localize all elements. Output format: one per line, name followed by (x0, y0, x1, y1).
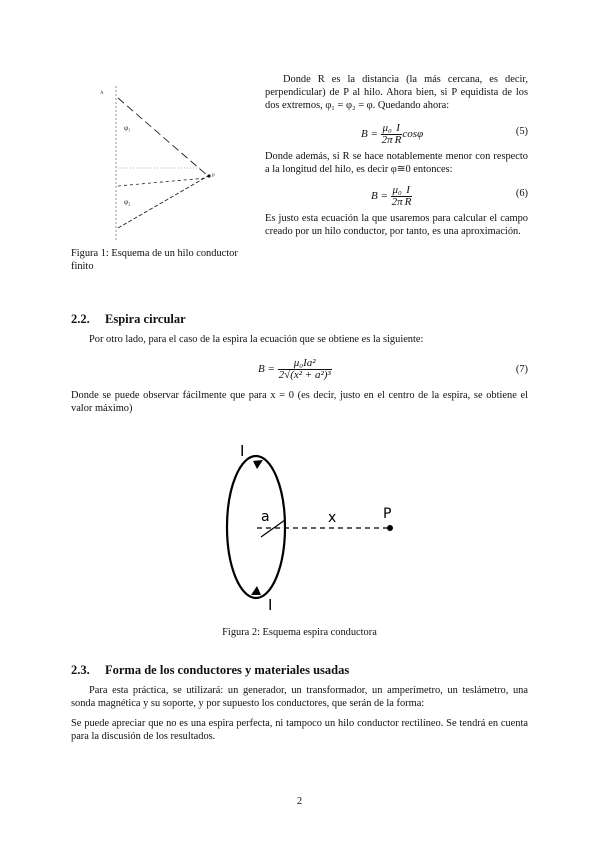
fig2-label-point: P (383, 506, 392, 522)
section-2-3-heading (71, 663, 349, 678)
eq7-lhs: B = (258, 363, 275, 376)
eq5-num1: μ₀ (382, 122, 392, 134)
section-2-3-paragraph-2: Se puede apreciar que no es una espira perfecta, ni tampoco un hilo conductor rectilíneo. Se tendrá en cuenta para la discusión de los resultados. (71, 718, 528, 742)
equation-7 (71, 355, 528, 385)
section-2-3-paragraph-1: Para esta práctica, se utilizará: un generador, un transformador, un amperímetro, un teslámetro, una sonda magnética y su soporte, y por supuesto los conductores, que serán de la forma: (71, 685, 528, 709)
section-2-2-title: Espira circular (105, 312, 186, 326)
line-to-bottom (118, 176, 208, 228)
eq6-num1: μ₀ (392, 184, 402, 196)
equation-6 (265, 182, 528, 206)
right-column-paragraph-1: Donde R es la distancia (la más cercana, es decir, perpendicular) de P al hilo. Ahora bien, si P equidista de los dos extremos, φ₁ = φ₂ = φ. Quedando ahora: (265, 74, 528, 111)
eq6-den1: 2π (391, 196, 403, 208)
figure-2-diagram (215, 438, 415, 616)
section-2-2-paragraph-1: Por otro lado, para el caso de la espira la ecuación que se obtiene es la siguiente: (89, 334, 424, 345)
fig2-label-radius: a (261, 509, 270, 525)
fig2-label-distance: x (328, 510, 337, 526)
figure-1-diagram (90, 78, 230, 248)
section-2-3-number: 2.3. (71, 663, 90, 677)
current-arrow-top-icon (253, 460, 263, 469)
eq6-lhs: B = (371, 190, 388, 203)
right-column-paragraph-2: Donde además, si R se hace notablemente menor con respecto a la longitud del hilo, es decir φ≅0 entonces: (265, 151, 528, 175)
equation-5 (265, 120, 528, 144)
eq5-den1: 2π (381, 134, 393, 146)
section-2-2-paragraph-2: Donde se puede observar fácilmente que para x = 0 (es decir, justo en el centro de la espira, se obtiene el valor máximo) (71, 390, 528, 414)
page-number: 2 (296, 796, 303, 807)
eq7-num: μ₀Ia² (278, 358, 332, 370)
current-arrow-bottom-icon (251, 586, 261, 595)
right-column-paragraph-3: Es justo esta ecuación la que usaremos para calcular el campo creado por un hilo conductor, por tanto, es una aproximación. (265, 213, 528, 237)
eq5-den2: R (394, 134, 402, 146)
figure-2-caption: Figura 2: Esquema espira conductora (222, 627, 377, 638)
section-2-3-title: Forma de los conductores y materiales usadas (105, 663, 350, 677)
point-p-marker (207, 174, 210, 177)
eq6-den2: R (404, 196, 412, 208)
eq7-number: (7) (515, 364, 528, 375)
section-2-2-heading (71, 312, 186, 327)
section-2-2-number: 2.2. (71, 312, 90, 326)
fig1-label-top: A (100, 91, 104, 96)
fig1-label-p: P (212, 174, 215, 179)
eq5-lhs: B = (361, 128, 378, 141)
fig1-label-phi2: φ₂ (124, 198, 131, 206)
eq6-num2: I (404, 185, 413, 197)
eq5-num2: I (394, 123, 403, 135)
eq6-number: (6) (515, 188, 528, 199)
fig2-label-current-top: I (240, 442, 245, 460)
figure-1-caption: Figura 1: Esquema de un hilo conductor finito (71, 248, 238, 272)
fig2-label-current-bottom: I (268, 596, 273, 614)
fig1-label-phi1: φ₁ (124, 124, 131, 132)
eq5-tail: cosφ (402, 128, 424, 141)
eq5-number: (5) (515, 126, 528, 137)
line-to-top (118, 98, 208, 176)
loop-ellipse (227, 456, 285, 598)
eq7-den: 2√(x² + a²)³ (278, 369, 331, 381)
point-p-marker (387, 525, 393, 531)
